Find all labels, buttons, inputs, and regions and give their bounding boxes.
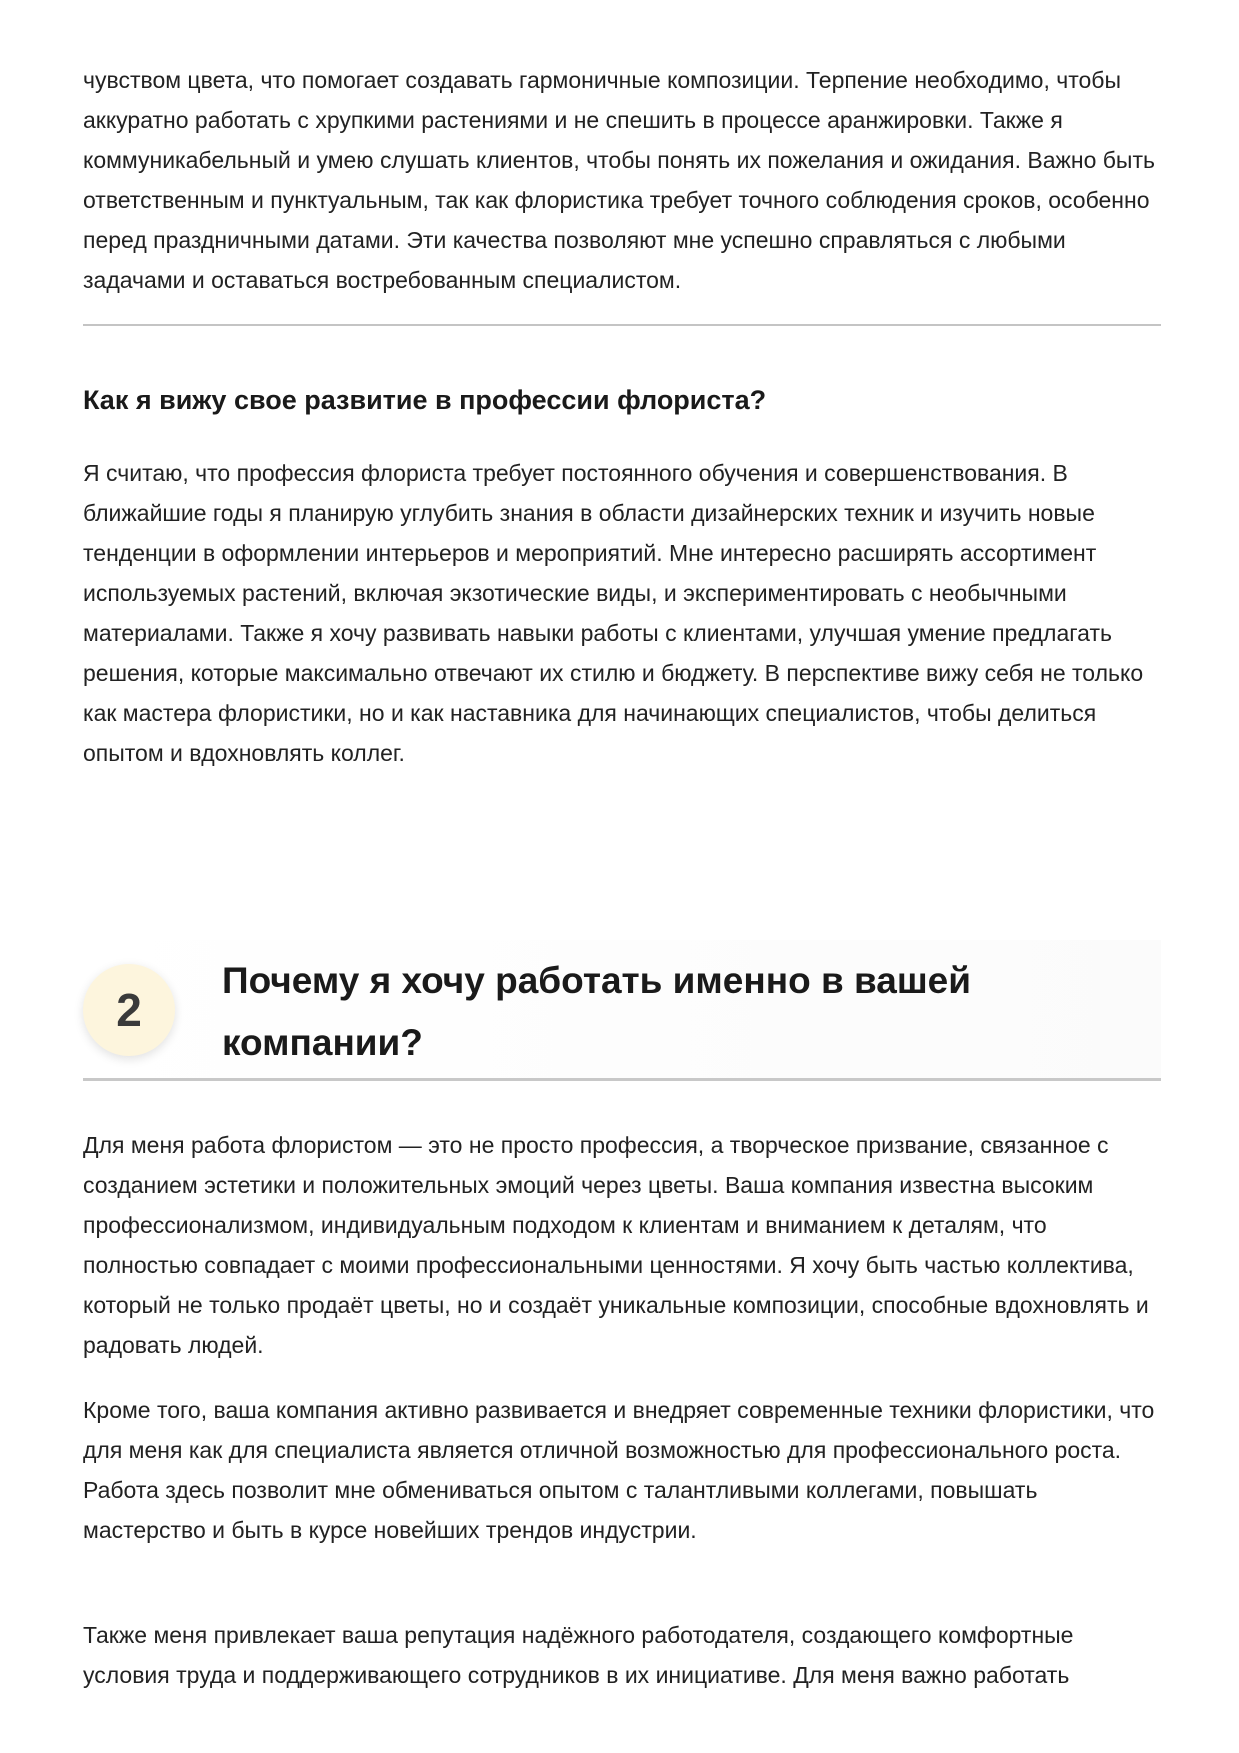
section-2-paragraph-2: Кроме того, ваша компания активно развивается и внедряет современные техники флористики, что для меня как для специалиста является отличной возможностью для профессионального роста. Работа здесь позволит мне обмениваться опытом с талантливыми коллегами, повышать мастерство и быть в курсе новейших трендов индустрии.	[83, 1397, 1155, 1543]
section-number: 2	[116, 984, 142, 1036]
section-2-paragraph-3: Также меня привлекает ваша репутация надёжного работодателя, создающего комфортные условия труда и поддерживающего сотрудников в их инициативе. Для меня важно работать	[83, 1622, 1074, 1688]
intro-paragraph: чувством цвета, что помогает создавать гармоничные композиции. Терпение необходимо, чтобы аккуратно работать с хрупкими растениями и не спешить в процессе аранжировки. Также я коммуникабельный и умею слушать клиентов, чтобы понять их пожелания и ожидания. Важно быть ответственным и пунктуальным, так как флористика требует точного соблюдения сроков, особенно перед праздничными датами. Эти качества позволяют мне успешно справляться с любыми задачами и оставаться востребованным специалистом.	[83, 67, 1155, 293]
growth-paragraph: Я считаю, что профессия флориста требует постоянного обучения и совершенствования. В ближайшие годы я планирую углубить знания в области дизайнерских техник и изучить новые тенденции в оформлении интерьеров и мероприятий. Мне интересно расширять ассортимент используемых растений, включая экзотические виды, и экспериментировать с необычными материалами. Также я хочу развивать навыки работы с клиентами, улучшая умение предлагать решения, которые максимально отвечают их стилю и бюджету. В перспективе вижу себя не только как мастера флористики, но и как наставника для начинающих специалистов, чтобы делиться опытом и вдохновлять коллег.	[83, 460, 1144, 766]
section-title-underline	[83, 1078, 1161, 1081]
section-number-badge	[83, 964, 175, 1056]
section-divider	[83, 324, 1161, 326]
section-title: Почему я хочу работать именно в вашей компании?	[222, 960, 971, 1063]
growth-heading: Как я вижу свое развитие в профессии флориста?	[83, 385, 767, 415]
section-2-paragraph-1: Для меня работа флористом — это не просто профессия, а творческое призвание, связанное с созданием эстетики и положительных эмоций через цветы. Ваша компания известна высоким профессионализмом, индивидуальным подходом к клиентам и вниманием к деталям, что полностью совпадает с моими профессиональными ценностями. Я хочу быть частью коллектива, который не только продаёт цветы, но и создаёт уникальные композиции, способные вдохновлять и радовать людей.	[83, 1132, 1149, 1358]
section-2-header	[83, 940, 1161, 1080]
